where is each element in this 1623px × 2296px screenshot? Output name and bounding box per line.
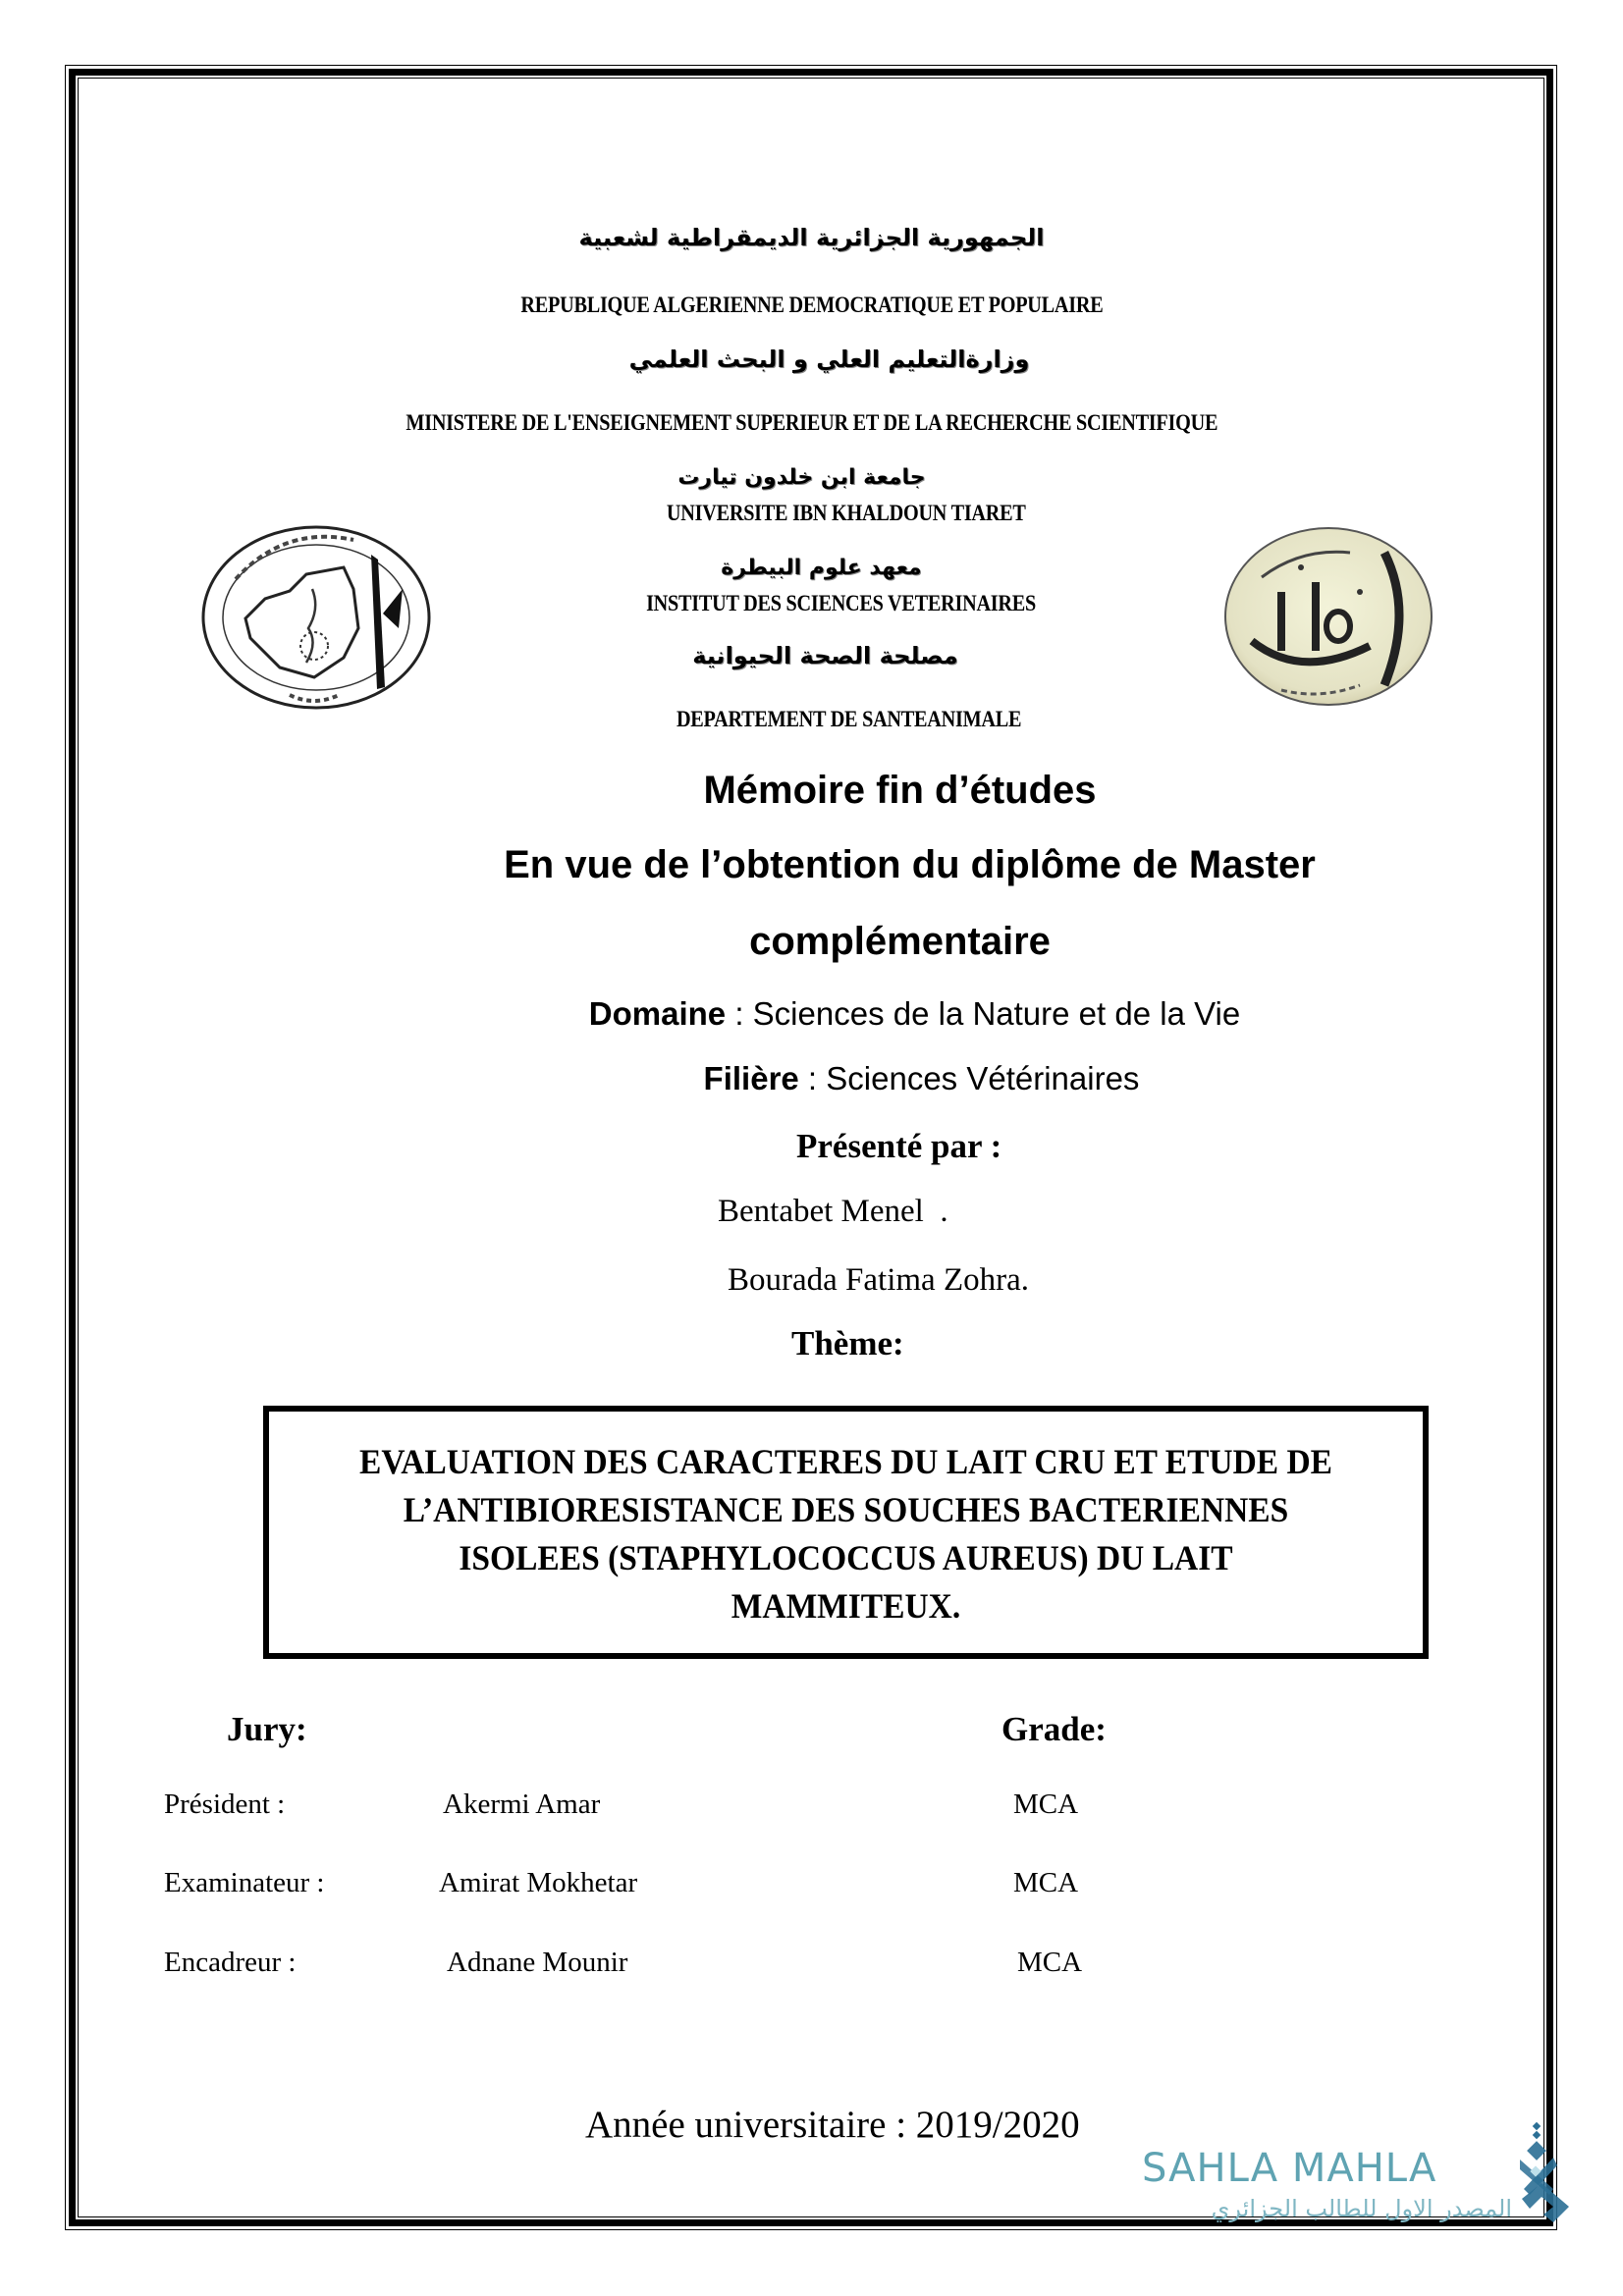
filiere-label: Filière <box>703 1060 799 1096</box>
institute-logo <box>196 520 437 715</box>
theme-line-2: L’ANTIBIORESISTANCE DES SOUCHES BACTERIENNES <box>403 1490 1289 1529</box>
author-1: Bentabet Menel . <box>718 1194 948 1229</box>
arabic-republic-heading: الجمهورية الجزائرية الديمقراطية لشعبية <box>578 224 1045 251</box>
jury-role-president: Président : <box>164 1789 286 1820</box>
arabic-institute-heading: معهد علوم البيطرة <box>721 556 922 580</box>
theme-box <box>263 1406 1429 1659</box>
institute-seal-icon <box>196 520 437 715</box>
university-logo <box>1222 523 1434 710</box>
sahla-mahla-logo-icon <box>1520 2120 1575 2224</box>
jury-role-examiner: Examinateur : <box>164 1867 325 1898</box>
watermark-title: SAHLA MAHLA <box>1142 2146 1437 2191</box>
department-heading-text: DEPARTEMENT DE SANTEANIMALE <box>676 707 1022 731</box>
republic-heading <box>0 293 1623 318</box>
jury-grade-examiner: MCA <box>1013 1867 1079 1898</box>
theme-line-4: MAMMITEUX. <box>730 1586 961 1626</box>
jury-label: Jury: <box>227 1710 307 1748</box>
grade-label: Grade: <box>1001 1710 1107 1748</box>
theme-line-1: EVALUATION DES CARACTERES DU LAIT CRU ET ETUDE DE <box>358 1442 1333 1481</box>
arabic-department-heading: مصلحة الصحة الحيوانية <box>692 642 958 669</box>
memoire-title: Mémoire fin d’études <box>703 769 1097 812</box>
diploma-title: En vue de l’obtention du diplôme de Master <box>504 843 1316 886</box>
arabic-university-heading: جامعة ابن خلدون تيارت <box>677 465 926 490</box>
institute-heading-text: INSTITUT DES SCIENCES VETERINAIRES <box>646 591 1036 615</box>
university-seal-icon <box>1222 523 1434 710</box>
arabic-ministry-heading: وزارةالتعليم العلي و البحث العلمي <box>628 346 1030 373</box>
domaine-value: : Sciences de la Nature et de la Vie <box>726 995 1241 1032</box>
filiere-value: : Sciences Vétérinaires <box>798 1060 1140 1096</box>
ministry-heading <box>0 410 1623 436</box>
republic-heading-text: REPUBLIQUE ALGERIENNE DEMOCRATIQUE ET POPULAIRE <box>519 293 1104 317</box>
domaine-field <box>103 995 1623 1033</box>
filiere-field <box>110 1060 1623 1097</box>
author-2: Bourada Fatima Zohra. <box>728 1262 1029 1298</box>
jury-name-examiner: Amirat Mokhetar <box>439 1867 638 1898</box>
jury-grade-president: MCA <box>1013 1789 1079 1820</box>
watermark-logo <box>1520 2120 1575 2224</box>
ministry-heading-text: MINISTERE DE L'ENSEIGNEMENT SUPERIEUR ET DE LA RECHERCHE SCIENTIFIQUE <box>406 410 1217 435</box>
theme-title <box>269 1438 1423 1630</box>
theme-line-3: ISOLEES (STAPHYLOCOCCUS AUREUS) DU LAIT <box>459 1538 1233 1577</box>
presented-by-label: Présenté par : <box>796 1127 1002 1165</box>
university-heading-text: UNIVERSITE IBN KHALDOUN TIARET <box>666 501 1026 525</box>
jury-grade-supervisor: MCA <box>1017 1947 1083 1978</box>
jury-role-supervisor: Encadreur : <box>164 1947 297 1978</box>
theme-label: Thème: <box>791 1324 904 1362</box>
jury-name-president: Akermi Amar <box>443 1789 601 1820</box>
academic-year: Année universitaire : 2019/2020 <box>585 2104 1080 2146</box>
jury-name-supervisor: Adnane Mounir <box>447 1947 628 1978</box>
diploma-title-cont: complémentaire <box>749 920 1051 963</box>
watermark-subtitle: المصدر الاول للطالب الجزائري <box>1211 2195 1512 2222</box>
domaine-label: Domaine <box>588 995 727 1032</box>
